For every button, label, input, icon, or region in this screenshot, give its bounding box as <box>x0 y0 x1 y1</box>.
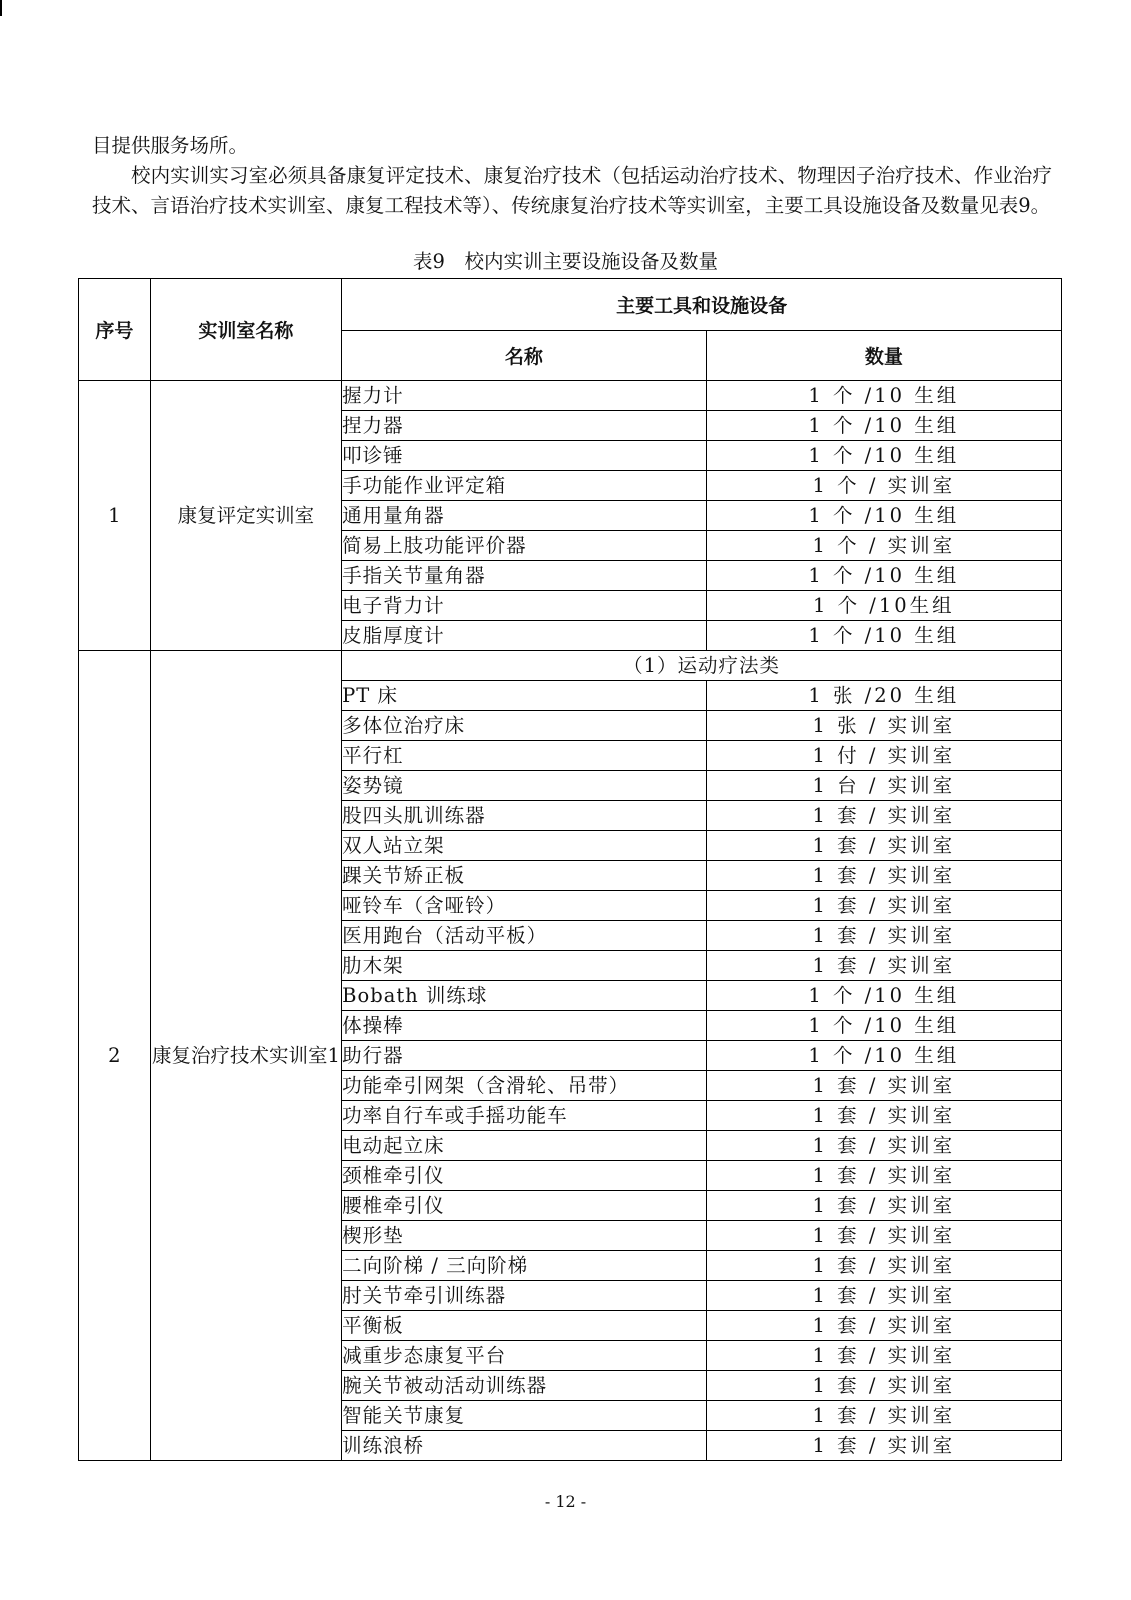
equipment-quantity: 1 套 / 实训室 <box>706 951 1061 981</box>
equipment-quantity: 1 张 /20 生组 <box>706 681 1061 711</box>
category-label: （1）运动疗法类 <box>342 651 1062 681</box>
equipment-quantity: 1 个 /10 生组 <box>706 501 1061 531</box>
equipment-quantity: 1 套 / 实训室 <box>706 1341 1061 1371</box>
equipment-quantity: 1 套 / 实训室 <box>706 1161 1061 1191</box>
equipment-quantity: 1 个 /10 生组 <box>706 1041 1061 1071</box>
section-index: 1 <box>79 381 151 651</box>
equipment-quantity: 1 套 / 实训室 <box>706 1071 1061 1101</box>
equipment-quantity: 1 套 / 实训室 <box>706 1191 1061 1221</box>
equipment-name: 二向阶梯 / 三向阶梯 <box>342 1251 707 1281</box>
equipment-name: 颈椎牵引仪 <box>342 1161 707 1191</box>
corner-mark <box>0 0 2 16</box>
table-caption: 表9 校内实训主要设施设备及数量 <box>413 250 718 273</box>
equipment-quantity: 1 套 / 实训室 <box>706 1401 1061 1431</box>
equipment-name: 手指关节量角器 <box>342 561 707 591</box>
equipment-quantity: 1 套 / 实训室 <box>706 1281 1061 1311</box>
equipment-name: 助行器 <box>342 1041 707 1071</box>
table-body <box>79 381 1062 1461</box>
equipment-quantity: 1 套 / 实训室 <box>706 1311 1061 1341</box>
equipment-quantity: 1 套 / 实训室 <box>706 921 1061 951</box>
equipment-table <box>78 278 1062 1461</box>
equipment-name: 通用量角器 <box>342 501 707 531</box>
category-row <box>79 651 1062 681</box>
equipment-quantity: 1 个 / 实训室 <box>706 471 1061 501</box>
section-room-name: 康复治疗技术实训室1 <box>150 651 341 1461</box>
equipment-name: 双人站立架 <box>342 831 707 861</box>
equipment-name: 腰椎牵引仪 <box>342 1191 707 1221</box>
equipment-name: 握力计 <box>342 381 707 411</box>
header-group: 主要工具和设施设备 <box>342 279 1062 331</box>
section-room-name: 康复评定实训室 <box>150 381 341 651</box>
equipment-name: 皮脂厚度计 <box>342 621 707 651</box>
equipment-name: PT 床 <box>342 681 707 711</box>
header-room: 实训室名称 <box>150 279 341 381</box>
equipment-quantity: 1 个 /10 生组 <box>706 441 1061 471</box>
equipment-quantity: 1 张 / 实训室 <box>706 711 1061 741</box>
equipment-quantity: 1 个 /10 生组 <box>706 381 1061 411</box>
equipment-name: Bobath 训练球 <box>342 981 707 1011</box>
equipment-quantity: 1 套 / 实训室 <box>706 1251 1061 1281</box>
equipment-name: 手功能作业评定箱 <box>342 471 707 501</box>
equipment-quantity: 1 个 /10 生组 <box>706 411 1061 441</box>
equipment-quantity: 1 套 / 实训室 <box>706 1371 1061 1401</box>
table-row <box>79 381 1062 411</box>
equipment-name: 平行杠 <box>342 741 707 771</box>
equipment-name: 简易上肢功能评价器 <box>342 531 707 561</box>
header-quantity: 数量 <box>706 331 1061 381</box>
header-name: 名称 <box>342 331 707 381</box>
equipment-name: 功率自行车或手摇功能车 <box>342 1101 707 1131</box>
intro-paragraph: 校内实训实习室必须具备康复评定技术、康复治疗技术（包括运动治疗技术、物理因子治疗技术、作业治疗技术、言语治疗技术实训室、康复工程技术等）、传统康复治疗技术等实训室，主要工具设施设备及数量见表9。 <box>92 164 1052 217</box>
equipment-quantity: 1 套 / 实训室 <box>706 861 1061 891</box>
equipment-name: 楔形垫 <box>342 1221 707 1251</box>
equipment-quantity: 1 套 / 实训室 <box>706 1101 1061 1131</box>
equipment-name: 肋木架 <box>342 951 707 981</box>
equipment-name: 肘关节牵引训练器 <box>342 1281 707 1311</box>
equipment-quantity: 1 台 / 实训室 <box>706 771 1061 801</box>
section-index: 2 <box>79 651 151 1461</box>
equipment-quantity: 1 套 / 实训室 <box>706 1221 1061 1251</box>
equipment-quantity: 1 个 / 实训室 <box>706 531 1061 561</box>
equipment-name: 姿势镜 <box>342 771 707 801</box>
equipment-name: 多体位治疗床 <box>342 711 707 741</box>
equipment-quantity: 1 付 / 实训室 <box>706 741 1061 771</box>
equipment-quantity: 1 套 / 实训室 <box>706 1431 1061 1461</box>
equipment-name: 电动起立床 <box>342 1131 707 1161</box>
equipment-name: 智能关节康复 <box>342 1401 707 1431</box>
equipment-name: 叩诊锤 <box>342 441 707 471</box>
equipment-name: 哑铃车（含哑铃） <box>342 891 707 921</box>
equipment-quantity: 1 套 / 实训室 <box>706 1131 1061 1161</box>
equipment-quantity: 1 个 /10 生组 <box>706 561 1061 591</box>
equipment-quantity: 1 个 /10 生组 <box>706 621 1061 651</box>
equipment-name: 踝关节矫正板 <box>342 861 707 891</box>
equipment-name: 捏力器 <box>342 411 707 441</box>
equipment-name: 减重步态康复平台 <box>342 1341 707 1371</box>
header-index: 序号 <box>79 279 151 381</box>
equipment-quantity: 1 个 /10 生组 <box>706 981 1061 1011</box>
intro-line: 目提供服务场所。 <box>92 134 249 157</box>
page-number: - 12 - <box>544 1492 587 1511</box>
equipment-quantity: 1 套 / 实训室 <box>706 801 1061 831</box>
equipment-name: 医用跑台（活动平板） <box>342 921 707 951</box>
equipment-quantity: 1 个 /10生组 <box>706 591 1061 621</box>
equipment-name: 股四头肌训练器 <box>342 801 707 831</box>
equipment-name: 体操棒 <box>342 1011 707 1041</box>
equipment-quantity: 1 个 /10 生组 <box>706 1011 1061 1041</box>
equipment-name: 腕关节被动活动训练器 <box>342 1371 707 1401</box>
equipment-name: 电子背力计 <box>342 591 707 621</box>
equipment-quantity: 1 套 / 实训室 <box>706 831 1061 861</box>
equipment-name: 功能牵引网架（含滑轮、吊带） <box>342 1071 707 1101</box>
equipment-name: 平衡板 <box>342 1311 707 1341</box>
equipment-quantity: 1 套 / 实训室 <box>706 891 1061 921</box>
equipment-name: 训练浪桥 <box>342 1431 707 1461</box>
